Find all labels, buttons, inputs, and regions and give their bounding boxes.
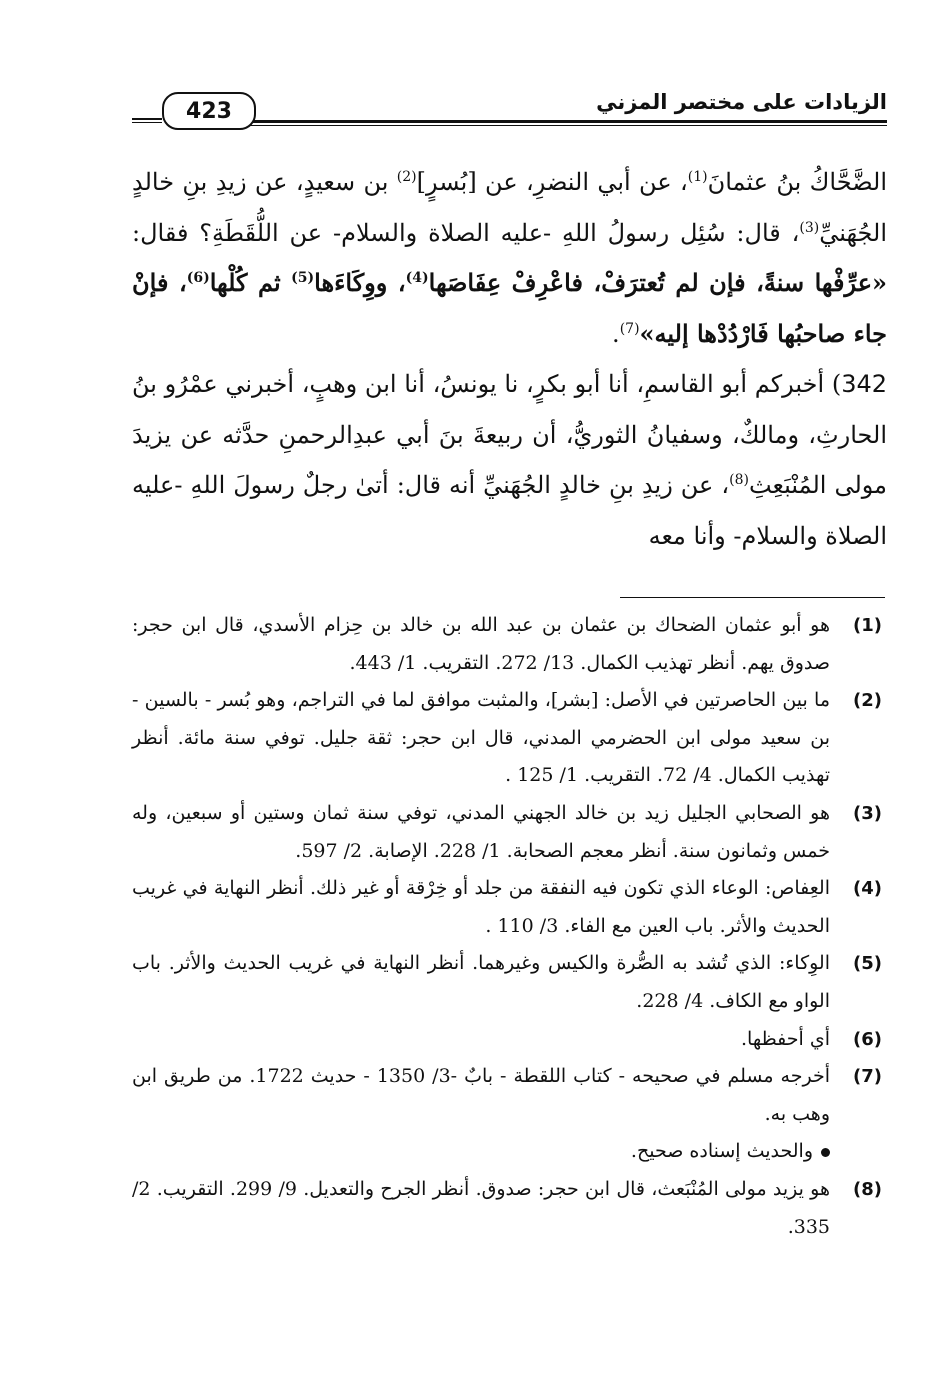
hadith-quote: «عرِّفْها سنةً، فإن لم تُعترَفْ، فاعْرِفْ عِفَاصَها	[428, 268, 888, 297]
footnote-ref-5[interactable]: (5)	[291, 270, 315, 286]
footnote-ref-7[interactable]: (7)	[619, 320, 640, 337]
footnote-4: (4) العِفاص: الوعاء الذي تكون فيه النفقة من جلد أو خِرْقة أو غير ذلك. أنظر النهاية في غريب الحديث والأثر. باب العين مع الفاء. 3/ 110 .	[132, 877, 882, 937]
footnote-ref-1[interactable]: (1)	[687, 169, 708, 185]
paragraph-hadith-342: 342) أخبركم أبو القاسمِ، أنا أبو بكرٍ، نا يونسُ، أنا ابن وهبٍ، أخبرني عمْرُو بنُ الحارثِ، ومالكٌ، وسفيانُ الثوريُّ، أن ربيعةَ بنَ أبي عبدِالرحمنِ حدَّثه عن يزيدَ مولى المُنْبَعِثِ$^{(8)}$، عن زيدِ بنِ خالدٍ الجُهَنيِّ أنه قال: أتىٰ رجلٌ رسولَ اللهِ -عليه الصلاة والسلام- وأنا معه	[132, 370, 888, 550]
footnotes	[132, 607, 882, 1246]
footnote-7-grading: والحديث إسناده صحيح.	[132, 1133, 882, 1171]
footnote-ref-4[interactable]: (4)	[405, 270, 429, 286]
bullet-icon	[821, 1148, 830, 1157]
footnote-3: (3) هو الصحابي الجليل زيد بن خالد الجهني المدني، توفي سنة ثمان وستين أو سبعين، وله خمس وثمانون سنة. أنظر معجم الصحابة. 1/ 228. الإصابة. 2/ 597.	[132, 801, 882, 862]
footnote-separator	[620, 597, 885, 598]
page-header	[132, 88, 887, 134]
footnote-ref-8[interactable]: (8)	[729, 472, 749, 488]
hadith-number: 342	[841, 370, 887, 398]
header-left-rule	[132, 118, 162, 123]
footnote-ref-6[interactable]: (6)	[186, 270, 210, 286]
footnote-ref-3[interactable]: (3)	[799, 219, 820, 236]
main-text	[132, 157, 887, 561]
footnote-ref-2[interactable]: (2)	[396, 169, 417, 185]
paragraph-hadith-341-continuation: الضَّحَّاكُ بنُ عثمانَ$^{(1)}$، عن أبي النضرِ، عن [بُسرٍ]$^{(2)}$ بن سعيدٍ، عن زيدِ بنِ خالدٍ الجُهَنيِّ$^{(3)}$، قال: سُئِل رسولُ اللهِ -عليه الصلاة والسلام- عن اللُّقَطَةِ؟ فقال: «عرِّفْها سنةً، فإن لم تُعترَفْ، فاعْرِفْ عِفَاصَها$^{(4)}$، ووِكَاءَها$^{(5)}$ ثم كُلْها$^{(6)}$، فإنْ جاء صاحبُها فَارْدُدْها إليه»$^{(7)}$.	[132, 168, 888, 348]
footnote-2: (2) ما بين الحاصرتين في الأصل: [بشر]، والمثبت موافق لما في التراجم، وهو بُسر - بالسين - بن سعيد مولى ابن الحضرمي المدني، قال ابن حجر: ثقة جليل. توفي سنة مائة. أنظر تهذيب الكمال. 4/ 72. التقريب. 1/ 125 .	[132, 689, 882, 787]
footnote-1: (1) هو أبو عثمان الضحاك بن عثمان بن عبد الله بن خالد بن حِزام الأسدي، قال ابن حجر: صدوق يهم. أنظر تهذيب الكمال. 13/ 272. التقريب. 1/ 443.	[132, 614, 882, 674]
footnote-8: (8) هو يزيد مولى المُنْبَعث، قال ابن حجر: صدوق. أنظر الجرح والتعديل. 9/ 299. التقريب. 2/ 335.	[132, 1177, 882, 1238]
book-title: الزيادات على مختصر المزني	[596, 90, 887, 114]
page-number: 423	[162, 92, 256, 130]
header-rule	[247, 120, 887, 126]
footnote-6: (6) أي أحفظها.	[741, 1027, 882, 1050]
footnote-5: (5) الوِكاء: الذي تُشد به الصُّرة والكيس وغيرهما. أنظر النهاية في غريب الحديث والأثر. باب الواو مع الكاف. 4/ 228.	[132, 952, 882, 1012]
footnote-7: (7) أخرجه مسلم في صحيحه - كتاب اللقطة - بابٌ -3/ 1350 - حديث 1722. من طريق ابن وهب به.	[132, 1065, 882, 1125]
